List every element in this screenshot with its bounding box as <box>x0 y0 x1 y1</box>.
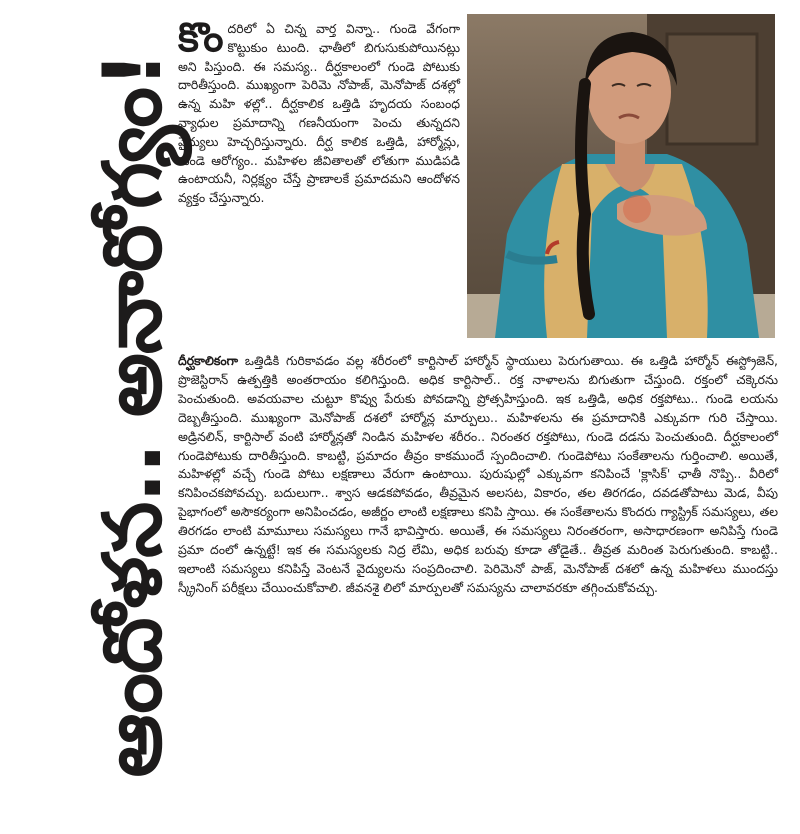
article-photo <box>467 14 775 338</box>
intro-text: దరిలో ఏ చిన్న వార్త విన్నా.. గుండె వేగంగా కొట్టుకుం టుంది. ఛాతీలో బిగుసుకుపోయినట్లు అని పిస్తుంది. ఈ సమస్య.. దీర్ఘకాలంలో గుండె పోటుకు దారితీస్తుంది. ముఖ్యంగా పెరిమె నోపాజ్, మెనోపాజ్ దశల్లో ఉన్న మహి ళల్లో.. దీర్ఘకాలిక ఒత్తిడి హృదయ సంబంధ వ్యాధుల ప్రమాదాన్ని గణనీయంగా పెంచు తున్నదని వైద్యులు హెచ్చరిస్తున్నారు. దీర్ఘ కాలిక ఒత్తిడి, హార్మోన్లు, గుండె ఆరోగ్యం.. మహిళల జీవితాలతో లోతుగా ముడిపడి ఉంటాయనీ, నిర్లక్ష్యం చేస్తే ప్రాణాలకే ప్రమాదమని ఆందోళన వ్యక్తం చేస్తున్నారు. <box>178 21 460 206</box>
body-column <box>178 352 778 598</box>
headline-vertical <box>84 20 182 810</box>
body-lead-word: దీర్ఘకాలికంగా <box>178 353 239 368</box>
body-paragraph <box>178 352 778 598</box>
headline-text: ఆందోళన.. అనారోగ్యం! <box>86 52 179 778</box>
intro-column <box>178 15 460 208</box>
woman-chest-pain-photo-icon <box>467 14 775 338</box>
body-text: ఒత్తిడికి గురికావడం వల్ల శరీరంలో కార్టిసాల్ హార్మోన్ స్థాయులు పెరుగుతాయి. ఈ ఒత్తిడి హార్మోన్ ఈస్ట్రోజెన్, ప్రొజెస్టిరాన్ ఉత్పత్తికి అంతరాయం కలిగిస్తుంది. అధిక కార్టిసాల్.. రక్త నాళాలను బిగుతుగా చేస్తుంది. రక్తంలో చక్కెరను పెంచుతుంది. అవయవాల చుట్టూ కొవ్వు పేరుకు పోవడాన్ని ప్రోత్సహిస్తుంది. ఇక ఒత్తిడి, అధిక రక్తపోటు.. గుండె లయను దెబ్బతీస్తుంది. ముఖ్యంగా మెనోపాజ్ దశలో హార్మోన్ల మార్పులు.. మహిళలను ఈ ప్రమాదానికి ఎక్కువగా గురి చేస్తాయి. అడ్రినలిన్, కార్టిసాల్ వంటి హార్మోన్లతో నిండిన మహిళల శరీరం.. నిరంతర రక్తపోటు, గుండె దడను పెంచుతుంది. దీర్ఘకాలంలో గుండెపోటుకు దారితీస్తుంది. కాబట్టి, ప్రమాదం తీవ్రం కాకముందే స్పందించాలి. గుండెపోటు సంకేతాలను గుర్తించాలి. అయితే, మహిళల్లో వచ్చే గుండె పోటు లక్షణాలు వేరుగా ఉంటాయి. పురుషుల్లో ఎక్కువగా కనిపించే 'క్లాసిక్' ఛాతీ నొప్పి.. వీరిలో కనిపించకపోవచ్చు. బదులుగా.. శ్వాస ఆడకపోవడం, తీవ్రమైన అలసట, వికారం, తల తిరగడం, దవడతోపాటు మెడ, వీపు పైభాగంలో అసౌకర్యంగా అనిపించడం, అజీర్ణం లాంటి లక్షణాలు కనిపి స్తాయి. ఈ సంకేతాలను కొందరు గ్యాస్ట్రిక్ సమస్యలు, తల తిరగడం లాంటి మామూలు సమస్యలు గానే భావిస్తారు. అయితే, ఈ సమస్యలు నిరంతరంగా, అసాధారణంగా అనిపిస్తే గుండె ప్రమా దంలో ఉన్నట్టే! ఇక ఈ సమస్యలకు నిద్ర లేమి, అధిక బరువు కూడా తోడైతే.. తీవ్రత మరింత పెరుగుతుంది. కాబట్టి.. ఇలాంటి సమస్యలు కనిపిస్తే వెంటనే వైద్యులను సంప్రదించాలి. పెరిమెనో పాజ్, మెనోపాజ్ దశలో ఉన్న మహిళలు ముందస్తు స్క్రీనింగ్ పరీక్షలు చేయించుకోవాలి. జీవనశై లిలో మార్పులతో సమస్యను చాలావరకూ తగ్గించుకోవచ్చు. <box>178 353 778 595</box>
intro-paragraph <box>178 15 460 208</box>
dropcap: కొం <box>178 15 224 61</box>
